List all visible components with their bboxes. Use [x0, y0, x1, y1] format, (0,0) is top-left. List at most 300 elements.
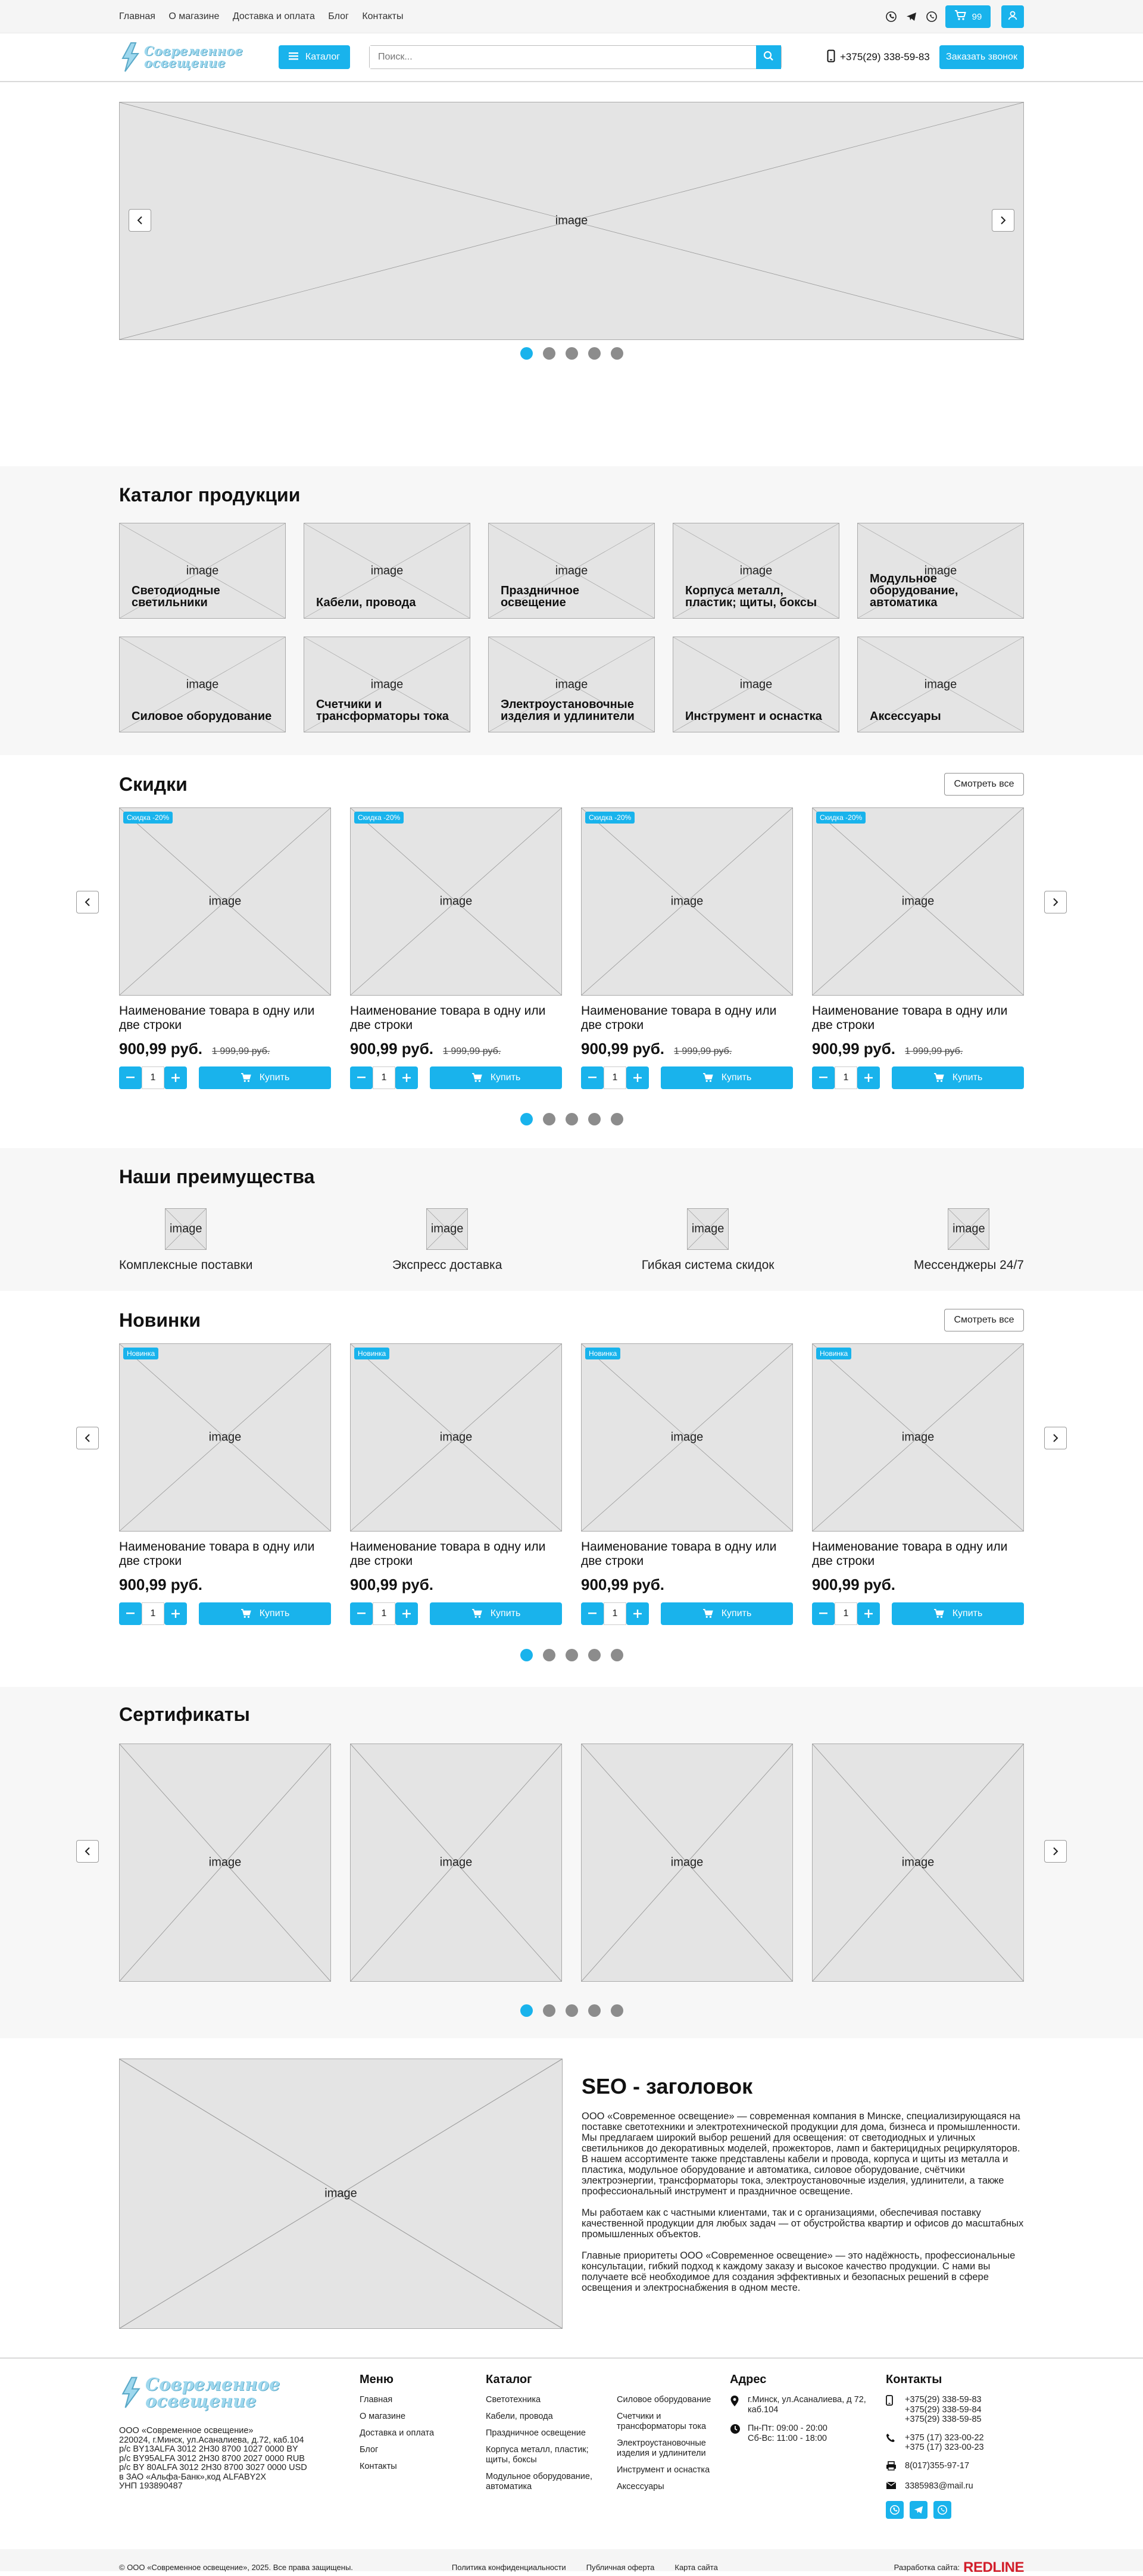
- catalog-card-title: Электроустановочные изделия и удлинители: [501, 698, 635, 723]
- advantages-title: Наши преимущества: [119, 1166, 315, 1187]
- chevron-right-icon: [1053, 1434, 1058, 1442]
- pagination-dot[interactable]: [611, 2004, 623, 2017]
- product-name[interactable]: Наименование товара в одну или две строки: [812, 1540, 1008, 1568]
- buy-button-label: Купить: [259, 1072, 290, 1083]
- quantity-increase-button[interactable]: [395, 1602, 418, 1625]
- certificate-image-label: image: [208, 1855, 242, 1869]
- footer-logo-text-line1: Современное: [145, 2374, 280, 2394]
- chevron-right-icon: [1053, 898, 1058, 906]
- footer-contacts-title: Контакты: [886, 2373, 942, 2386]
- chevron-left-icon: [85, 898, 90, 906]
- logo-text-line2: освещение: [144, 55, 226, 70]
- product-price: 900,99 руб.: [812, 1576, 896, 1593]
- seo-text: [582, 2059, 1024, 2329]
- pagination-dot[interactable]: [611, 1113, 623, 1125]
- catalog-card[interactable]: [488, 637, 655, 732]
- certificates-pagination: [119, 2004, 1024, 2017]
- catalog-card[interactable]: [673, 523, 839, 619]
- advantage-image: [426, 1208, 468, 1250]
- public-offer-link[interactable]: Публичная оферта: [586, 2563, 655, 2572]
- pagination-dot[interactable]: [543, 1649, 555, 1661]
- minus-icon: [819, 1613, 827, 1615]
- topnav-blog[interactable]: Блог: [328, 11, 349, 21]
- footer-catalog-link[interactable]: Силовое оборудование: [617, 2395, 711, 2405]
- product-image-label: image: [670, 1430, 704, 1444]
- copyright: © ООО «Современное освещение», 2025. Все права защищены.: [119, 2563, 353, 2572]
- pagination-dot[interactable]: [588, 347, 601, 360]
- quantity-decrease-button[interactable]: [812, 1066, 835, 1089]
- buy-button[interactable]: [661, 1602, 793, 1625]
- footer-menu-delivery[interactable]: Доставка и оплата: [360, 2428, 435, 2438]
- advantages-section: [0, 1148, 1143, 1291]
- product-price: 900,99 руб.: [119, 1576, 203, 1593]
- product-card: [581, 807, 793, 1089]
- header: [0, 33, 1143, 82]
- catalog-card-title: Модульное оборудование, автоматика: [870, 572, 958, 609]
- footer-fax[interactable]: 8(017)355-97-17: [905, 2460, 970, 2471]
- product-name[interactable]: Наименование товара в одну или две строки: [119, 1004, 315, 1032]
- certificate-image[interactable]: [119, 1744, 331, 1982]
- product-old-price: 1 999,99 руб.: [905, 1046, 963, 1056]
- telegram-icon[interactable]: [905, 10, 918, 23]
- mail-icon: [886, 2481, 897, 2493]
- product-buy-row: [812, 1602, 1024, 1625]
- novelties-next-button[interactable]: [1044, 1427, 1067, 1449]
- catalog-card-title: Корпуса металл, пластик; щиты, боксы: [685, 584, 817, 609]
- catalog-card-image-label: image: [739, 678, 773, 691]
- novelties-title: Новинки: [119, 1309, 201, 1331]
- discounts-title: Скидки: [119, 773, 188, 795]
- certificate-image[interactable]: [581, 1744, 793, 1982]
- product-image-label: image: [901, 1430, 935, 1444]
- pagination-dot[interactable]: [543, 347, 555, 360]
- advantages-list: [119, 1208, 1024, 1273]
- pagination-dot[interactable]: [588, 1113, 601, 1125]
- quantity-input[interactable]: 1: [604, 1066, 626, 1089]
- discounts-prev-button[interactable]: [76, 891, 99, 913]
- plus-icon: [633, 1610, 642, 1618]
- catalog-title: Каталог продукции: [119, 484, 301, 506]
- buy-button[interactable]: [430, 1602, 562, 1625]
- quantity-decrease-button[interactable]: [581, 1066, 604, 1089]
- buy-button-label: Купить: [490, 1072, 521, 1083]
- catalog-card-image-label: image: [924, 564, 957, 578]
- topnav-contacts[interactable]: Контакты: [362, 11, 404, 21]
- buy-button[interactable]: [892, 1066, 1024, 1089]
- pagination-dot[interactable]: [543, 1113, 555, 1125]
- catalog-card-title: Аксессуары: [870, 710, 941, 723]
- quantity-decrease-button[interactable]: [350, 1602, 373, 1625]
- quantity-decrease-button[interactable]: [581, 1602, 604, 1625]
- footer-catalog-link[interactable]: Электроустановочные изделия и удлинители: [617, 2438, 706, 2458]
- product-buy-row: [119, 1602, 331, 1625]
- discounts-next-button[interactable]: [1044, 891, 1067, 913]
- certificate-image[interactable]: [812, 1744, 1024, 1982]
- product-image-label: image: [208, 894, 242, 908]
- cart-count: 99: [972, 11, 982, 22]
- privacy-policy-link[interactable]: Политика конфиденциальности: [451, 2563, 566, 2572]
- catalog-card-image-label: image: [370, 564, 404, 578]
- developer-logo-text: REDLINE: [963, 2559, 1024, 2575]
- buy-button-label: Купить: [952, 1072, 983, 1083]
- buy-button[interactable]: [661, 1066, 793, 1089]
- footer-mobile-phones[interactable]: +375(29) 338-59-83 +375(29) 338-59-84 +375(29) 338-59-85: [905, 2395, 982, 2424]
- footer-catalog-link[interactable]: Корпуса металл, пластик; щиты, боксы: [486, 2445, 589, 2465]
- pagination-dot[interactable]: [566, 1113, 578, 1125]
- quantity-decrease-button[interactable]: [812, 1602, 835, 1625]
- product-badge: Скидка -20%: [354, 812, 404, 824]
- pagination-dot[interactable]: [611, 1649, 623, 1661]
- catalog-section: [0, 466, 1143, 755]
- cart-icon: [471, 1073, 482, 1083]
- footer-catalog: [486, 2373, 730, 2549]
- advantage-label: Комплексные поставки: [119, 1258, 253, 1272]
- catalog-card[interactable]: [673, 637, 839, 732]
- callback-button[interactable]: Заказать звонок: [939, 45, 1024, 69]
- advantage-image-label: image: [691, 1222, 724, 1236]
- footer-catalog-link[interactable]: Светотехника: [486, 2395, 541, 2405]
- phone-icon: [827, 49, 835, 66]
- buy-button-label: Купить: [952, 1608, 983, 1618]
- footer-hours: Пн-Пт: 09:00 - 20:00 Сб-Вс: 11:00 - 18:00: [748, 2424, 827, 2443]
- minus-icon: [126, 1077, 135, 1079]
- product-image-label: image: [901, 894, 935, 908]
- catalog-card-image-label: image: [555, 678, 588, 691]
- buy-button[interactable]: [199, 1066, 331, 1089]
- topnav-home[interactable]: Главная: [119, 11, 155, 21]
- pagination-dot[interactable]: [566, 347, 578, 360]
- footer-catalog-link[interactable]: Аксессуары: [617, 2482, 664, 2491]
- cart-icon: [702, 1073, 713, 1083]
- buy-button[interactable]: [199, 1602, 331, 1625]
- footer-catalog-link[interactable]: Кабели, провода: [486, 2412, 553, 2421]
- search-bar: [369, 45, 782, 69]
- plus-icon: [633, 1074, 642, 1082]
- advantage-image: [165, 1208, 207, 1250]
- logo-lightning-icon: [119, 42, 142, 73]
- account-button[interactable]: [1001, 5, 1024, 28]
- discounts-section: [0, 755, 1143, 1148]
- pagination-dot[interactable]: [611, 347, 623, 360]
- product-card: [119, 807, 331, 1089]
- topbar-actions: [885, 5, 1024, 28]
- plus-icon: [864, 1610, 873, 1618]
- buy-button-label: Купить: [721, 1608, 752, 1618]
- plus-icon: [171, 1074, 180, 1082]
- product-name[interactable]: Наименование товара в одну или две строки: [812, 1004, 1008, 1032]
- quantity-increase-button[interactable]: [857, 1066, 880, 1089]
- discounts-pagination: [119, 1113, 1024, 1125]
- catalog-card-title: Праздничное освещение: [501, 584, 580, 609]
- product-image[interactable]: [350, 1343, 562, 1532]
- product-price: 900,99 руб.: [581, 1040, 665, 1058]
- quantity-input[interactable]: 1: [373, 1066, 395, 1089]
- catalog-card[interactable]: [857, 523, 1024, 619]
- footer-email[interactable]: 3385983@mail.ru: [905, 2481, 973, 2491]
- hero-next-button[interactable]: [992, 209, 1014, 232]
- product-buy-row: [119, 1066, 331, 1089]
- seo-title: SEO - заголовок: [582, 2074, 753, 2098]
- pagination-dot[interactable]: [543, 2004, 555, 2017]
- product-buy-row: [350, 1602, 562, 1625]
- quantity-decrease-button[interactable]: [350, 1066, 373, 1089]
- clock-icon: [730, 2424, 741, 2444]
- quantity-increase-button[interactable]: [626, 1066, 649, 1089]
- product-image[interactable]: [350, 807, 562, 996]
- product-card: [350, 807, 562, 1089]
- product-badge: Скидка -20%: [123, 812, 173, 824]
- minus-icon: [126, 1613, 135, 1615]
- advantage-item: [642, 1208, 775, 1273]
- quantity-input[interactable]: 1: [835, 1066, 857, 1089]
- fax-icon: [886, 2461, 897, 2474]
- advantage-label: Гибкая система скидок: [641, 1258, 775, 1272]
- product-name[interactable]: Наименование товара в одну или две строки: [350, 1004, 546, 1032]
- catalog-card-image-label: image: [739, 564, 773, 578]
- certificates-title: Сертификаты: [119, 1704, 250, 1725]
- plus-icon: [402, 1074, 411, 1082]
- footer-logo-text-line2: освещение: [145, 2391, 257, 2411]
- footer-address-title: Адрес: [730, 2373, 767, 2386]
- product-buy-row: [581, 1602, 793, 1625]
- pagination-dot[interactable]: [520, 1113, 533, 1125]
- quantity-increase-button[interactable]: [395, 1066, 418, 1089]
- minus-icon: [588, 1077, 597, 1079]
- cart-icon: [241, 1609, 251, 1618]
- novelties-section: [0, 1291, 1143, 1687]
- footer-menu-home[interactable]: Главная: [360, 2395, 393, 2405]
- mobile-phone-icon: [886, 2395, 897, 2425]
- developer-logo[interactable]: [963, 2559, 1024, 2576]
- product-price: 900,99 руб.: [581, 1576, 665, 1593]
- quantity-increase-button[interactable]: [164, 1602, 187, 1625]
- footer-menu-contacts[interactable]: Контакты: [360, 2462, 397, 2471]
- catalog-card[interactable]: [857, 637, 1024, 732]
- catalog-card-image-label: image: [370, 678, 404, 691]
- viber-icon[interactable]: [885, 10, 898, 23]
- catalog-card[interactable]: [304, 523, 470, 619]
- advantage-item: [914, 1208, 1024, 1273]
- product-image[interactable]: [581, 807, 793, 996]
- footer-city-phones[interactable]: +375 (17) 323-00-22 +375 (17) 323-00-23: [905, 2432, 984, 2452]
- product-badge: Скидка -20%: [816, 812, 866, 824]
- seo-paragraph: Главные приоритеты ООО «Современное освещение» — это надёжность, профессиональные консультации, гибкий подход к каждому заказу и высокое качество продукции. С нами вы получаете всё необходимое для создания эффективных и безопасных решений в сфере освещения и электроснабжения в одном месте.: [582, 2250, 1016, 2293]
- advantage-image: [687, 1208, 729, 1250]
- product-image-label: image: [439, 1430, 473, 1444]
- product-badge: Новинка: [123, 1348, 158, 1359]
- pagination-dot[interactable]: [520, 2004, 533, 2017]
- product-image-label: image: [439, 894, 473, 908]
- catalog-card[interactable]: [488, 523, 655, 619]
- discounts-see-all-button[interactable]: Смотреть все: [944, 773, 1024, 796]
- advantage-label: Экспресс доставка: [392, 1258, 502, 1272]
- pagination-dot[interactable]: [520, 1649, 533, 1661]
- topnav-about[interactable]: О магазине: [168, 11, 220, 21]
- product-price: 900,99 руб.: [119, 1040, 203, 1058]
- buy-button-label: Купить: [721, 1072, 752, 1083]
- seo-paragraph: Мы работаем как с частными клиентами, так и с организациями, обеспечивая поставку качественной продукции для любых задач — от обустройства квартир и офисов до масштабных промышленных объектов.: [582, 2207, 1024, 2240]
- certificates-section: [0, 1687, 1143, 2038]
- product-image[interactable]: [581, 1343, 793, 1532]
- quantity-decrease-button[interactable]: [119, 1066, 142, 1089]
- cart-icon: [241, 1073, 251, 1083]
- seo-image-label: image: [324, 2187, 357, 2200]
- top-bar: [0, 0, 1143, 33]
- phone-handset-icon: [886, 2433, 897, 2453]
- footer-menu-about[interactable]: О магазине: [360, 2412, 406, 2421]
- certificates-next-button[interactable]: [1044, 1840, 1067, 1863]
- pagination-dot[interactable]: [588, 2004, 601, 2017]
- product-badge: Новинка: [585, 1348, 620, 1359]
- seo-section: [0, 2038, 1143, 2357]
- catalog-card-title: Силовое оборудование: [132, 710, 272, 723]
- hero-prev-button[interactable]: [129, 209, 151, 232]
- quantity-increase-button[interactable]: [626, 1602, 649, 1625]
- search-icon: [763, 51, 774, 64]
- catalog-card-image-label: image: [186, 564, 219, 578]
- discounts-header: [119, 773, 1024, 796]
- footer-catalog-link[interactable]: Праздничное освещение: [486, 2428, 586, 2438]
- advantage-image-label: image: [169, 1222, 202, 1236]
- novelties-product-grid: [119, 1343, 1024, 1625]
- product-name[interactable]: Наименование товара в одну или две строки: [350, 1540, 546, 1568]
- footer-catalog-link[interactable]: Счетчики и трансформаторы тока: [617, 2412, 707, 2431]
- product-name[interactable]: Наименование товара в одну или две строки: [581, 1004, 777, 1032]
- quantity-decrease-button[interactable]: [119, 1602, 142, 1625]
- plus-icon: [864, 1074, 873, 1082]
- pagination-dot[interactable]: [520, 347, 533, 360]
- product-card: [581, 1343, 793, 1625]
- map-pin-icon: [730, 2395, 741, 2415]
- catalog-card[interactable]: [304, 637, 470, 732]
- chevron-left-icon: [137, 216, 143, 224]
- product-old-price: 1 999,99 руб.: [212, 1046, 270, 1056]
- catalog-card-title: Кабели, провода: [316, 596, 416, 609]
- chevron-left-icon: [85, 1847, 90, 1855]
- certificates-prev-button[interactable]: [76, 1840, 99, 1863]
- product-buy-row: [581, 1066, 793, 1089]
- search-button[interactable]: [756, 45, 781, 69]
- cart-icon: [933, 1073, 944, 1083]
- footer-address-text: г.Минск, ул.Асаналиева, д 72, каб.104: [748, 2395, 866, 2415]
- catalog-card[interactable]: [119, 637, 286, 732]
- hero-image[interactable]: [119, 102, 1024, 340]
- pagination-dot[interactable]: [588, 1649, 601, 1661]
- footer-logo[interactable]: [119, 2373, 360, 2412]
- footer-menu: [360, 2373, 486, 2549]
- advantage-item: [392, 1208, 502, 1273]
- pagination-dot[interactable]: [566, 1649, 578, 1661]
- advantage-image: [948, 1208, 989, 1250]
- hero-slider: [0, 82, 1143, 466]
- whatsapp-icon[interactable]: [933, 2501, 951, 2519]
- viber-icon[interactable]: [886, 2501, 904, 2519]
- company-requisites: ООО «Современное освещение» 220024, г.Минск, ул.Асаналиева, д.72, каб.104 р/с BY13ALFA 3012 2H30 8700 1027 0000 BY р/с BY95ALFA 3012 2H30 8700 2027 0000 RUB р/с BY 80ALFA 3012 2H30 8700 3027 0000 USD в ЗАО «Альфа-Банк»,код ALFABY2X УНП 193890487: [119, 2426, 307, 2491]
- quantity-input[interactable]: 1: [835, 1602, 857, 1625]
- top-navigation: [119, 11, 414, 22]
- catalog-button[interactable]: [279, 45, 350, 69]
- catalog-card-title: Светодиодные светильники: [132, 584, 220, 609]
- footer-contacts: [886, 2373, 1024, 2549]
- footer-catalog-link[interactable]: Модульное оборудование, автоматика: [486, 2472, 592, 2491]
- bottom-bar: [0, 2549, 1143, 2575]
- discounts-product-grid: [119, 807, 1024, 1089]
- plus-icon: [171, 1610, 180, 1618]
- quantity-input[interactable]: 1: [142, 1602, 164, 1625]
- header-phone[interactable]: [827, 49, 930, 66]
- product-name[interactable]: Наименование товара в одну или две строки: [581, 1540, 777, 1568]
- telegram-icon[interactable]: [910, 2501, 927, 2519]
- catalog-grid: [119, 523, 1024, 732]
- product-image[interactable]: [119, 1343, 331, 1532]
- cart-icon: [702, 1609, 713, 1618]
- quantity-input[interactable]: 1: [142, 1066, 164, 1089]
- footer-social: [886, 2501, 1024, 2519]
- search-input[interactable]: [370, 46, 756, 68]
- footer-menu-blog[interactable]: Блог: [360, 2445, 379, 2455]
- buy-button[interactable]: [430, 1066, 562, 1089]
- certificate-image-label: image: [901, 1855, 935, 1869]
- plus-icon: [402, 1610, 411, 1618]
- novelties-pagination: [119, 1649, 1024, 1661]
- footer: [0, 2357, 1143, 2575]
- product-badge: Новинка: [354, 1348, 389, 1359]
- quantity-increase-button[interactable]: [164, 1066, 187, 1089]
- certificate-image-label: image: [439, 1855, 473, 1869]
- product-name[interactable]: Наименование товара в одну или две строки: [119, 1540, 315, 1568]
- product-image[interactable]: [812, 1343, 1024, 1532]
- catalog-card[interactable]: [119, 523, 286, 619]
- logo-lightning-icon: [119, 2373, 143, 2412]
- whatsapp-icon[interactable]: [925, 10, 938, 23]
- quantity-input[interactable]: 1: [373, 1602, 395, 1625]
- chevron-right-icon: [1000, 216, 1006, 224]
- phone-number: +375(29) 338-59-83: [840, 51, 930, 63]
- novelties-prev-button[interactable]: [76, 1427, 99, 1449]
- product-card: [350, 1343, 562, 1625]
- footer-catalog-title: Каталог: [486, 2373, 532, 2386]
- certificate-image-label: image: [670, 1855, 704, 1869]
- quantity-increase-button[interactable]: [857, 1602, 880, 1625]
- minus-icon: [357, 1613, 366, 1615]
- product-badge: Новинка: [816, 1348, 851, 1359]
- advantage-image-label: image: [430, 1222, 464, 1236]
- footer-catalog-link[interactable]: Инструмент и оснастка: [617, 2465, 710, 2475]
- novelties-header: [119, 1309, 1024, 1331]
- cart-icon: [471, 1609, 482, 1618]
- quantity-input[interactable]: 1: [604, 1602, 626, 1625]
- sitemap-link[interactable]: Карта сайта: [674, 2563, 718, 2572]
- product-image[interactable]: [812, 807, 1024, 996]
- advantage-image-label: image: [952, 1222, 985, 1236]
- certificate-image[interactable]: [350, 1744, 562, 1982]
- catalog-card-image-label: image: [555, 564, 588, 578]
- buy-button[interactable]: [892, 1602, 1024, 1625]
- product-badge: Скидка -20%: [585, 812, 635, 824]
- hero-pagination: [119, 347, 1024, 360]
- product-image[interactable]: [119, 807, 331, 996]
- cart-button[interactable]: [945, 5, 991, 28]
- topnav-delivery[interactable]: Доставка и оплата: [232, 11, 315, 21]
- catalog-card-image-label: image: [924, 678, 957, 691]
- minus-icon: [819, 1077, 827, 1079]
- product-image-label: image: [670, 894, 704, 908]
- logo-text-line1: Современное: [144, 43, 243, 58]
- logo[interactable]: [119, 42, 279, 73]
- novelties-see-all-button[interactable]: Смотреть все: [944, 1309, 1024, 1331]
- pagination-dot[interactable]: [566, 2004, 578, 2017]
- product-card: [119, 1343, 331, 1625]
